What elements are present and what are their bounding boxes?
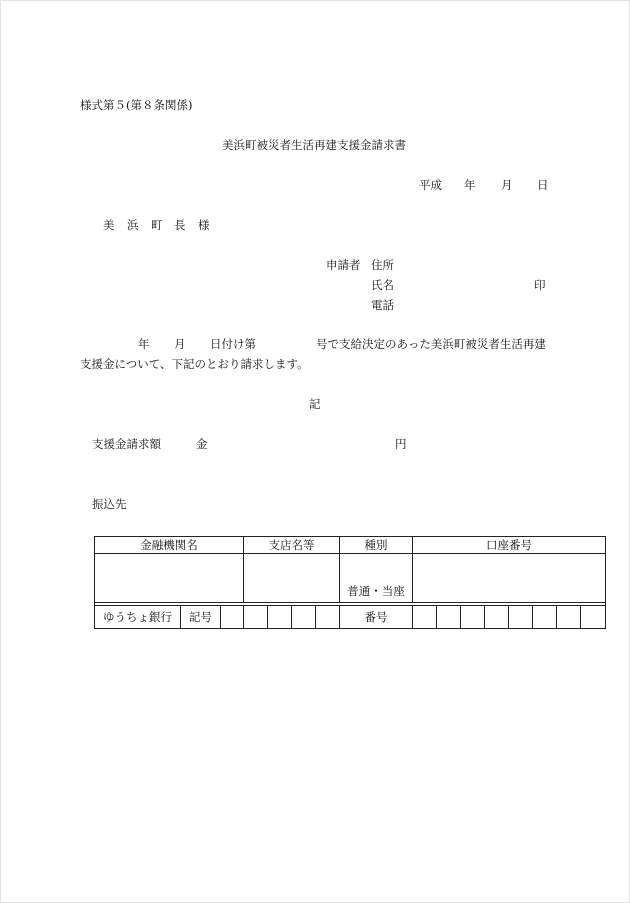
header-bank-name: 金融機関名 (95, 537, 244, 554)
addressee-char: 町 (151, 218, 163, 232)
address-label: 住所 (371, 258, 394, 272)
number-digit-cell[interactable] (581, 606, 606, 629)
addressee-char: 浜 (127, 218, 139, 232)
addressee-char: 様 (198, 218, 210, 232)
account-type-cell[interactable]: 普通・当座 (340, 554, 413, 603)
number-digit-cell[interactable] (461, 606, 485, 629)
number-label: 番号 (340, 606, 413, 629)
number-digit-cell[interactable] (509, 606, 533, 629)
body-line2: 支援金について、下記のとおり請求します。 (80, 357, 309, 371)
amount-unit: 円 (395, 437, 407, 451)
account-number-cell[interactable] (413, 554, 606, 603)
number-digit-cell[interactable] (485, 606, 509, 629)
symbol-label: 記号 (181, 606, 221, 629)
phone-label: 電話 (371, 298, 394, 312)
document-title: 美浜町被災者生活再建支援金請求書 (222, 138, 406, 152)
symbol-digit-cell[interactable] (292, 606, 316, 629)
body-year: 年 (138, 337, 150, 351)
header-account-number: 口座番号 (413, 537, 606, 554)
number-digit-cell[interactable] (413, 606, 437, 629)
header-type: 種別 (340, 537, 413, 554)
date-era: 平成 (419, 178, 442, 192)
body-dated-no: 日付け第 (210, 337, 256, 351)
addressee-char: 美 (103, 218, 115, 232)
symbol-digit-cell[interactable] (244, 606, 268, 629)
header-branch: 支店名等 (244, 537, 340, 554)
bank-account-table (94, 536, 606, 629)
symbol-digit-cell[interactable] (316, 606, 340, 629)
form-number: 様式第５(第８条関係) (80, 98, 193, 112)
body-rest: 号で支給決定のあった美浜町被災者生活再建 (316, 337, 546, 351)
applicant-label: 申請者 (326, 258, 361, 272)
yucho-bank-label: ゆうちょ銀行 (95, 606, 181, 629)
body-month: 月 (174, 337, 186, 351)
ki-heading: 記 (309, 397, 321, 411)
amount-label: 支援金請求額 (92, 437, 161, 451)
transfer-label: 振込先 (92, 497, 127, 511)
number-digit-cell[interactable] (533, 606, 557, 629)
branch-cell[interactable] (244, 554, 340, 603)
symbol-digit-cell[interactable] (268, 606, 292, 629)
bank-name-cell[interactable] (95, 554, 244, 603)
number-digit-cell[interactable] (557, 606, 581, 629)
addressee-char: 長 (174, 218, 186, 232)
date-day: 日 (537, 178, 549, 192)
table-row (95, 606, 606, 629)
amount-prefix: 金 (196, 437, 208, 451)
table-row (95, 554, 606, 603)
symbol-digit-cell[interactable] (221, 606, 244, 629)
date-year: 年 (464, 178, 476, 192)
date-month: 月 (501, 178, 513, 192)
seal-mark: 印 (534, 278, 546, 292)
name-label: 氏名 (371, 278, 394, 292)
number-digit-cell[interactable] (437, 606, 461, 629)
table-header-row (95, 537, 606, 554)
